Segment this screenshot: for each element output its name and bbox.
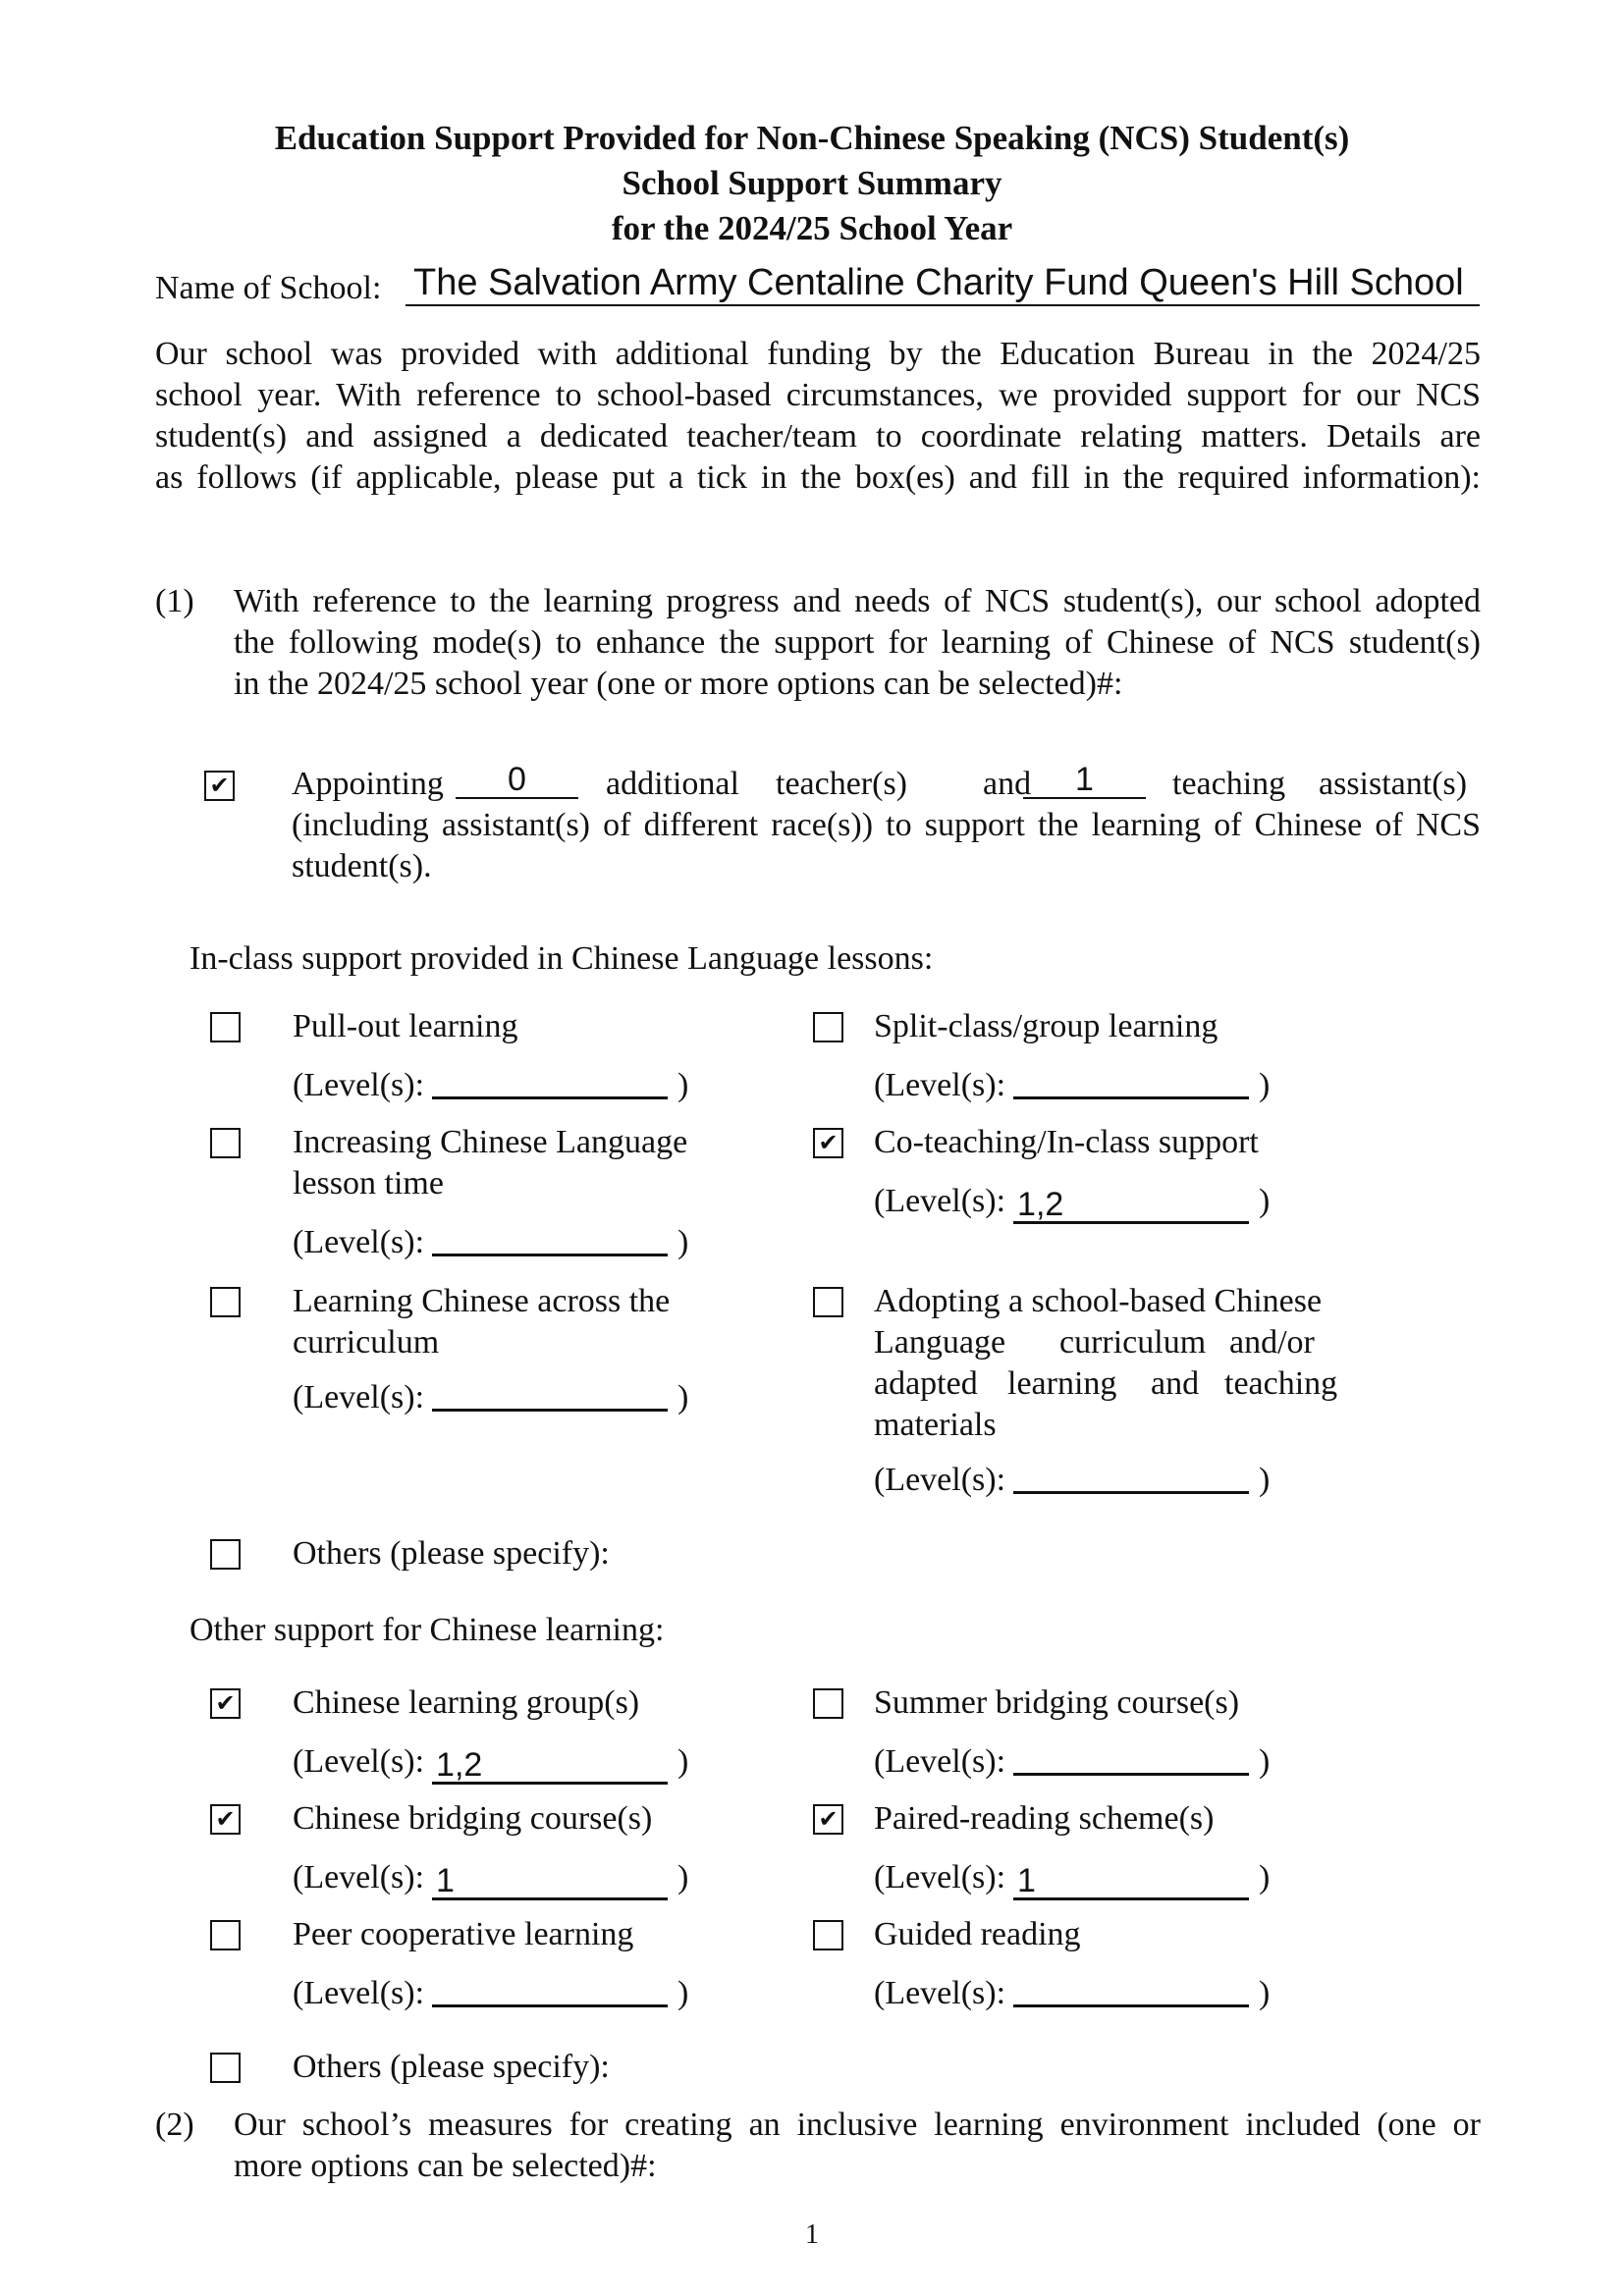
increasing-lesson-time-level: (Level(s): ): [293, 1224, 689, 1260]
section-2-number: (2): [155, 2107, 194, 2143]
school-name-field[interactable]: The Salvation Army Centaline Charity Fund Queen's Hill School: [406, 259, 1480, 306]
section-1-number: (1): [155, 583, 194, 619]
teaching-assistants-field[interactable]: 1: [1023, 762, 1146, 799]
section-1-line-1: With reference to the learning progress and needs of NCS student(s), our school adopted: [234, 583, 1481, 619]
school-name-label: Name of School:: [155, 270, 382, 306]
chinese-bridging-label: Chinese bridging course(s): [293, 1800, 653, 1837]
peer-cooperative-level-field[interactable]: [432, 1974, 668, 2007]
guided-reading-checkbox[interactable]: [813, 1920, 843, 1950]
across-curriculum-label: Learning Chinese across the: [293, 1283, 671, 1319]
title-line-1: Education Support Provided for Non-Chinese Speaking (NCS) Student(s): [274, 119, 1350, 157]
section-2-line-1: Our school’s measures for creating an inclusive learning environment included (one or: [234, 2107, 1481, 2143]
other-support-others-label: Others (please specify):: [293, 2049, 610, 2085]
split-class-level: (Level(s): ): [874, 1067, 1271, 1103]
additional-teachers-field[interactable]: 0: [456, 762, 578, 799]
guided-reading-level-field[interactable]: [1013, 1974, 1249, 2007]
increasing-lesson-time-label-2: lesson time: [293, 1165, 444, 1201]
appointing-line-3: student(s).: [292, 848, 432, 884]
summer-bridging-label: Summer bridging course(s): [874, 1684, 1240, 1721]
inclass-others-checkbox[interactable]: [210, 1539, 241, 1570]
inclass-heading: In-class support provided in Chinese Language lessons:: [189, 940, 934, 977]
peer-cooperative-checkbox[interactable]: [210, 1920, 241, 1950]
assistants-word: assistant(s): [1319, 766, 1468, 802]
school-based-curriculum-checkbox[interactable]: [813, 1287, 843, 1317]
across-curriculum-level: (Level(s): ): [293, 1379, 689, 1415]
co-teaching-label: Co-teaching/In-class support: [874, 1124, 1259, 1160]
across-curriculum-label-2: curriculum: [293, 1324, 440, 1361]
split-class-label: Split-class/group learning: [874, 1008, 1218, 1044]
split-class-level-field[interactable]: [1013, 1066, 1249, 1099]
summer-bridging-level: (Level(s): ): [874, 1743, 1271, 1780]
school-based-curriculum-label-4: materials: [874, 1407, 997, 1443]
appointing-checkbox[interactable]: ✔: [204, 771, 235, 801]
peer-cooperative-label: Peer cooperative learning: [293, 1916, 634, 1952]
learning-groups-level-field[interactable]: 1,2: [432, 1751, 668, 1785]
appointing-word: Appointing: [292, 766, 444, 802]
section-1-line-3: in the 2024/25 school year (one or more options can be selected)#:: [234, 666, 1123, 702]
co-teaching-checkbox[interactable]: ✔: [813, 1128, 843, 1158]
peer-cooperative-level: (Level(s): ): [293, 1975, 689, 2011]
school-based-curriculum-label-2: Language curriculum and/or: [874, 1324, 1315, 1361]
pull-out-level-field[interactable]: [432, 1066, 668, 1099]
inclass-others-label: Others (please specify):: [293, 1535, 610, 1572]
teaching-word: teaching: [1172, 766, 1286, 802]
increasing-lesson-time-label: Increasing Chinese Language: [293, 1124, 688, 1160]
school-based-curriculum-level: (Level(s): ): [874, 1462, 1271, 1498]
chinese-bridging-checkbox[interactable]: ✔: [210, 1804, 241, 1835]
section-1-line-2: the following mode(s) to enhance the support for learning of Chinese of NCS student(s): [234, 624, 1481, 661]
title-line-2: School Support Summary: [622, 164, 1002, 202]
school-based-curriculum-label-3: adapted learning and teaching: [874, 1365, 1338, 1402]
guided-reading-level: (Level(s): ): [874, 1975, 1271, 2011]
pull-out-label: Pull-out learning: [293, 1008, 518, 1044]
split-class-checkbox[interactable]: [813, 1012, 843, 1042]
appointing-line-2: (including assistant(s) of different race(s)) to support the learning of Chinese of NCS: [292, 807, 1481, 843]
page-number: 1: [805, 2219, 819, 2250]
teachers-word: teacher(s): [776, 766, 908, 802]
intro-line-1: Our school was provided with additional funding by the Education Bureau in the 2024/25: [155, 336, 1481, 372]
co-teaching-level-field[interactable]: 1,2: [1013, 1191, 1249, 1224]
paired-reading-level-field[interactable]: 1: [1013, 1867, 1249, 1900]
across-curriculum-checkbox[interactable]: [210, 1287, 241, 1317]
paired-reading-level: (Level(s): 1 ): [874, 1859, 1271, 1899]
and-word: and: [983, 766, 1032, 802]
chinese-bridging-level-field[interactable]: 1: [432, 1867, 668, 1900]
school-based-curriculum-label: Adopting a school-based Chinese: [874, 1283, 1323, 1319]
paired-reading-label: Paired-reading scheme(s): [874, 1800, 1215, 1837]
pull-out-level: (Level(s): ): [293, 1067, 689, 1103]
learning-groups-label: Chinese learning group(s): [293, 1684, 640, 1721]
increasing-lesson-time-checkbox[interactable]: [210, 1128, 241, 1158]
guided-reading-label: Guided reading: [874, 1916, 1081, 1952]
summer-bridging-level-field[interactable]: [1013, 1742, 1249, 1776]
intro-line-3: student(s) and assigned a dedicated teacher/team to coordinate relating matters. Details are: [155, 418, 1481, 454]
increasing-lesson-time-level-field[interactable]: [432, 1223, 668, 1256]
appointing-line-1: [292, 761, 1481, 805]
co-teaching-level: (Level(s): 1,2 ): [874, 1183, 1271, 1223]
title-line-3: for the 2024/25 School Year: [611, 209, 1013, 247]
pull-out-checkbox[interactable]: [210, 1012, 241, 1042]
learning-groups-checkbox[interactable]: ✔: [210, 1688, 241, 1719]
across-curriculum-level-field[interactable]: [432, 1378, 668, 1412]
intro-line-4: as follows (if applicable, please put a tick in the box(es) and fill in the required information):: [155, 459, 1481, 496]
other-support-heading: Other support for Chinese learning:: [189, 1612, 665, 1648]
summer-bridging-checkbox[interactable]: [813, 1688, 843, 1719]
school-based-curriculum-level-field[interactable]: [1013, 1461, 1249, 1494]
intro-line-2: school year. With reference to school-based circumstances, we provided support for our NCS: [155, 377, 1481, 413]
section-2-line-2: more options can be selected)#:: [234, 2148, 657, 2184]
paired-reading-checkbox[interactable]: ✔: [813, 1804, 843, 1835]
additional-word: additional: [606, 766, 739, 802]
chinese-bridging-level: (Level(s): 1 ): [293, 1859, 689, 1899]
other-support-others-checkbox[interactable]: [210, 2053, 241, 2083]
learning-groups-level: (Level(s): 1,2 ): [293, 1743, 689, 1784]
